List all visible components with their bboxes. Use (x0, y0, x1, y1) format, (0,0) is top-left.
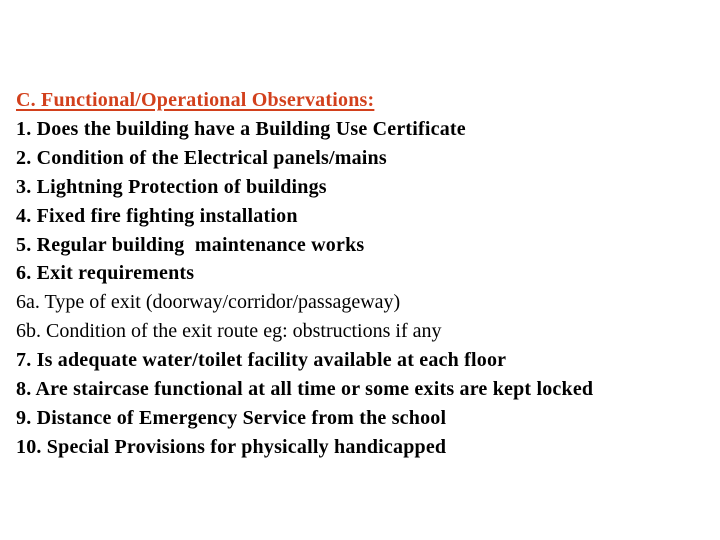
list-item-6a: 6a. Type of exit (doorway/corridor/passageway) (16, 291, 401, 314)
list-item-6b: 6b. Condition of the exit route eg: obstructions if any (16, 320, 442, 343)
observations-list (16, 86, 593, 462)
section-heading: C. Functional/Operational Observations: (16, 89, 375, 111)
list-item-1: 1. Does the building have a Building Use Certificate (16, 117, 466, 140)
list-item-4: 4. Fixed fire fighting installation (16, 204, 298, 227)
list-item-10: 10. Special Provisions for physically handicapped (16, 435, 447, 458)
list-item-9: 9. Distance of Emergency Service from the school (16, 406, 447, 429)
list-item-6: 6. Exit requirements (16, 262, 195, 285)
list-item-2: 2. Condition of the Electrical panels/mains (16, 146, 387, 169)
list-item-8: 8. Are staircase functional at all time or some exits are kept locked (16, 378, 594, 401)
list-item-5: 5. Regular building maintenance works (16, 233, 365, 256)
list-item-3: 3. Lightning Protection of buildings (16, 175, 327, 198)
list-item-7: 7. Is adequate water/toilet facility available at each floor (16, 349, 507, 372)
